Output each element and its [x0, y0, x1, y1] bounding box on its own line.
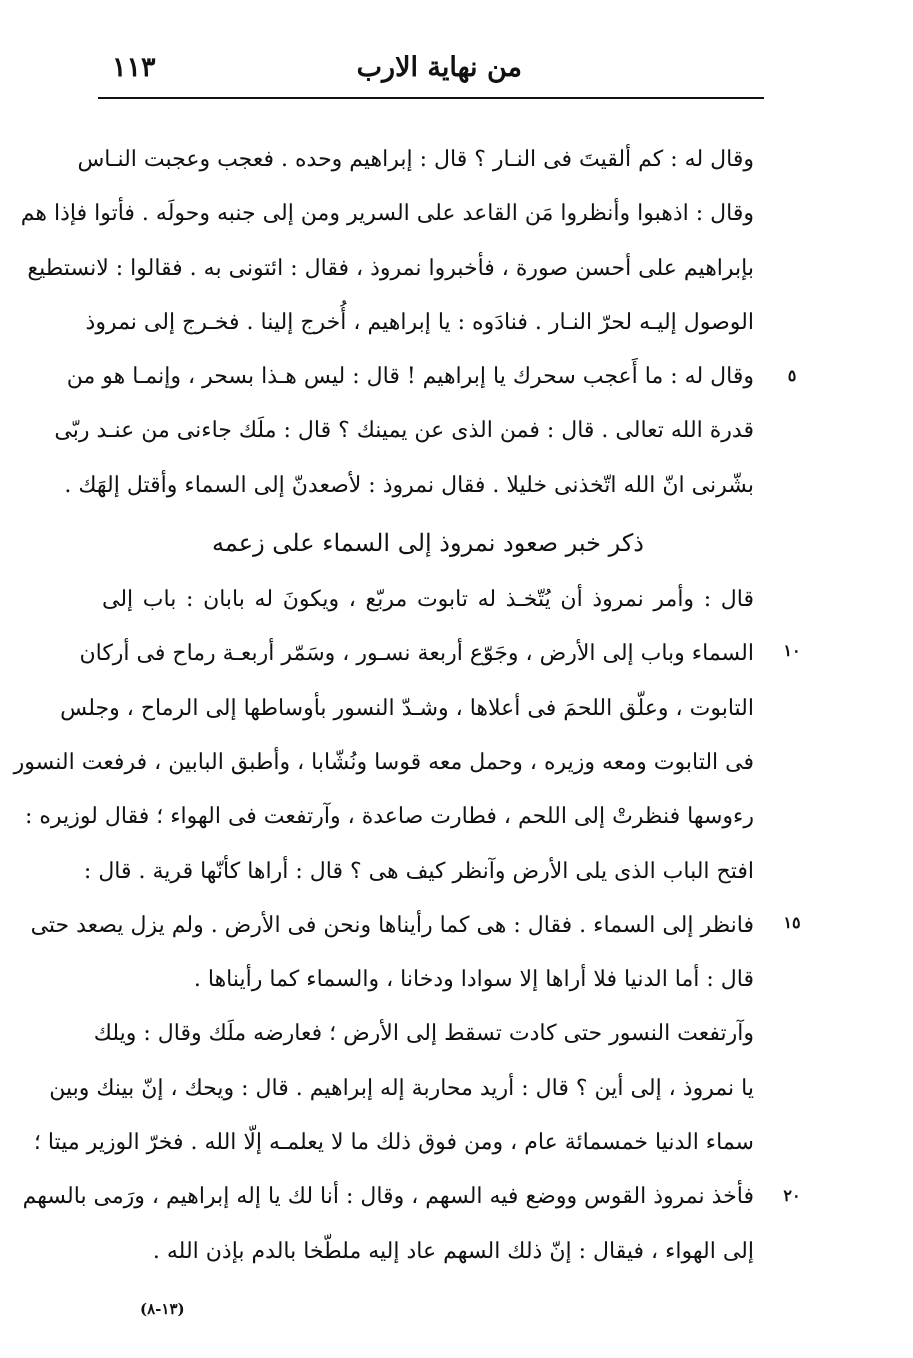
margin-line-number: ٢٠ — [783, 1186, 801, 1205]
running-title: من نهاية الارب — [356, 52, 522, 83]
text-line: قدرة الله تعالى . قال : فمن الذى عن يمينك ؟ قال : ملَك جاءنى من عنـد ربّى — [54, 418, 754, 444]
text-line: بإبراهيم على أحسن صورة ، فأخبروا نمروذ ، فقال : ائتونى به . فقالوا : لانستطيع — [27, 255, 754, 281]
text-line: سماء الدنيا خمسمائة عام ، ومن فوق ذلك ما لا يعلمـه إلّا الله . فخرّ الوزير ميتا ؛ — [33, 1130, 754, 1156]
text-line: قال : وأمر نمروذ أن يُتّخـذ له تابوت مربّع ، ويكونَ له بابان : باب إلى — [102, 587, 754, 613]
text-line: قال : أما الدنيا فلا أراها إلا سوادا ودخانا ، والسماء كما رأيناها . — [193, 967, 754, 993]
text-line: يا نمروذ ، إلى أين ؟ قال : أريد محاربة إله إبراهيم . قال : ويحك ، إنّ بينك وبين — [49, 1075, 754, 1101]
page-header — [98, 44, 762, 96]
text-line: رءوسها فنظرتْ إلى اللحم ، فطارت صاعدة ، وآرتفعت فى الهواء ؛ فقال لوزيره : — [25, 804, 754, 830]
margin-line-number: ١٥ — [783, 913, 801, 932]
text-line: وقال له : ما أَعجب سحرك يا إبراهيم ! قال : ليس هـذا بسحر ، وإنمـا هو من — [66, 364, 754, 390]
text-line: التابوت ، وعلّق اللحمَ فى أعلاها ، وشـدّ النسور بأوساطها إلى الرماح ، وجلس — [60, 695, 754, 721]
section-heading: ذكر خبر صعود نمروذ إلى السماء على زعمه — [212, 529, 644, 558]
text-line: إلى الهواء ، فيقال : إنّ ذلك السهم عاد إليه ملطّخا بالدم بإذن الله . — [152, 1238, 754, 1264]
text-line: السماء وباب إلى الأرض ، وجَوّع أربعة نسـور ، وسَمّر أربعـة رماح فى أركان — [79, 641, 754, 667]
header-rule — [98, 97, 764, 99]
text-line: وقال : اذهبوا وأنظروا مَن القاعد على السرير ومن إلى جنبه وحولَه . فأتوا فإذا هم — [20, 201, 754, 227]
text-line: فى التابوت ومعه وزيره ، وحمل معه قوسا ونُشّابا ، وأطبق البابين ، فرفعت النسور — [13, 749, 754, 775]
margin-line-number: ٥ — [787, 366, 797, 385]
page-number: ١١٣ — [112, 52, 156, 83]
text-line: بشّرنى انّ الله اتّخذنى خليلا . فقال نمروذ : لأصعدنّ إلى السماء وأقتل إلهَك . — [64, 472, 754, 498]
text-line: الوصول إليـه لحرّ النـار . فنادَوه : يا إبراهيم ، أُخرج إلينا . فخـرج إلى نمروذ — [85, 309, 754, 335]
text-line: وآرتفعت النسور حتى كادت تسقط إلى الأرض ؛ فعارضه ملَك وقال : ويلك — [93, 1021, 754, 1047]
text-line: فأخذ نمروذ القوس ووضع فيه السهم ، وقال : أنا لك يا إله إبراهيم ، ورَمى بالسهم — [22, 1184, 754, 1210]
margin-line-number: ١٠ — [783, 641, 801, 660]
text-line: فانظر إلى السماء . فقال : هى كما رأيناها ونحن فى الأرض . ولم يزل يصعد حتى — [30, 912, 754, 938]
text-line: افتح الباب الذى يلى الأرض وآنظر كيف هى ؟ قال : أراها كأنّها قرية . قال : — [83, 858, 754, 884]
body-text — [13, 133, 754, 1279]
printer-signature: (١٣-٨) — [140, 1300, 185, 1318]
text-line: وقال له : كم ألقيتَ فى النـار ؟ قال : إبراهيم وحده . فعجب وعجبت النـاس — [77, 147, 754, 172]
